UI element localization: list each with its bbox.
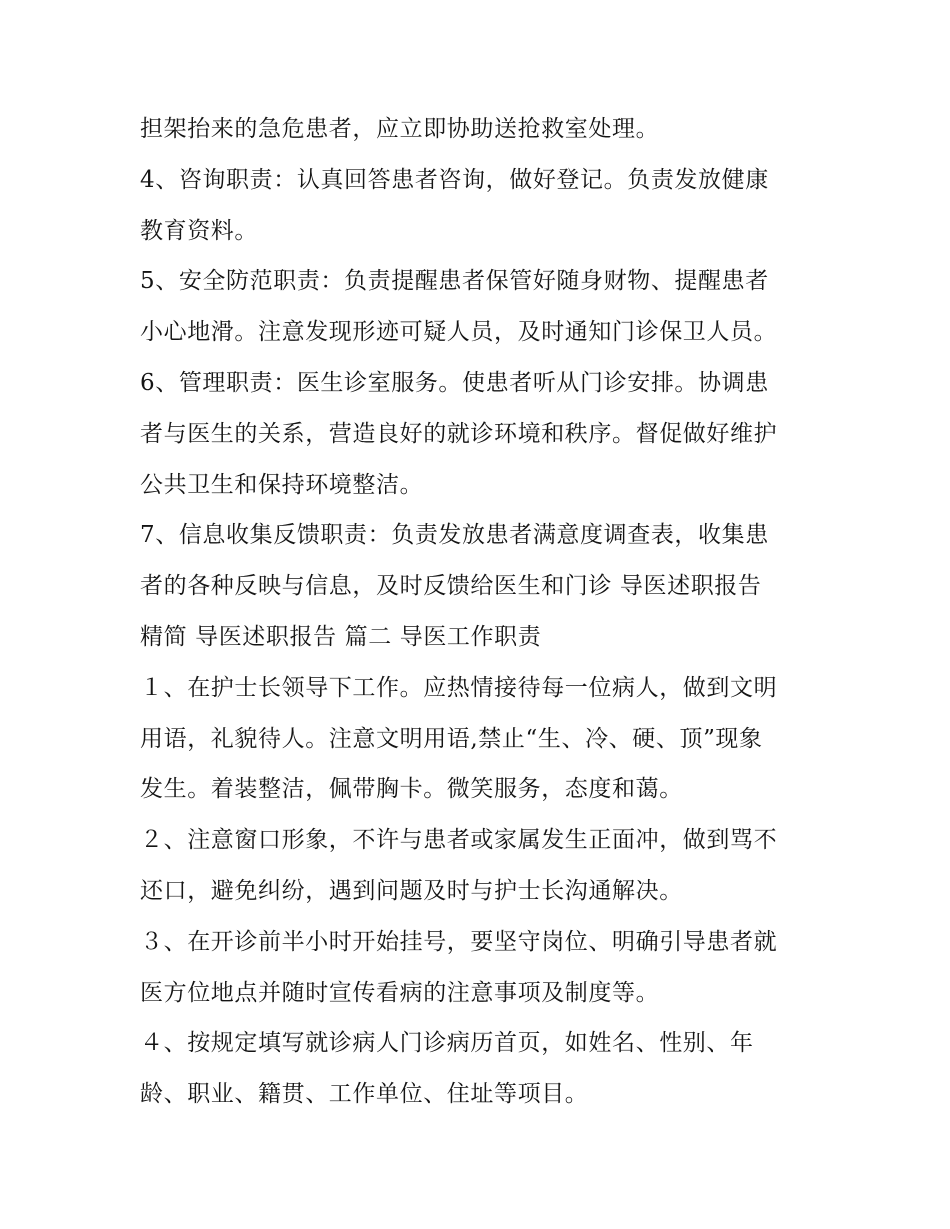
text-line: 还口，避免纠纷，遇到问题及时与护士长沟通解决。 — [140, 877, 683, 904]
text-line: ２、注意窗口形象，不许与患者或家属发生正面冲，做到骂不 — [140, 827, 778, 854]
text-line: 发生。着装整洁，佩带胸卡。微笑服务，态度和蔼。 — [140, 776, 683, 803]
text-line: 担架抬来的急危患者，应立即协助送抢救室处理。 — [140, 116, 660, 142]
text-line: 医方位地点并随时宣传看病的注意事项及制度等。 — [140, 979, 660, 1006]
text-line: ４、按规定填写就诊病人门诊病历首页，如姓名、性别、年 — [140, 1030, 754, 1057]
text-line: 教育资料。 — [140, 217, 258, 244]
text-line: 6、管理职责：医生诊室服务。使患者听从门诊安排。协调患 — [140, 369, 769, 396]
text-line: 小心地滑。注意发现形迹可疑人员，及时通知门诊保卫人员。 — [140, 319, 778, 346]
document-body — [140, 104, 830, 1120]
text-line: 精简 导医述职报告 篇二 导医工作职责 — [140, 623, 542, 650]
text-line: 7、信息收集反馈职责：负责发放患者满意度调查表，收集患 — [140, 522, 769, 549]
text-line: 用语，礼貌待人。注意文明用语,禁止“生、冷、硬、顶”现象 — [140, 725, 763, 752]
text-line: ３、在开诊前半小时开始挂号，要坚守岗位、明确引导患者就 — [140, 928, 778, 955]
text-line: 公共卫生和保持环境整洁。 — [140, 471, 424, 498]
text-line: 龄、职业、籍贯、工作单位、住址等项目。 — [140, 1081, 589, 1108]
text-line: 者与医生的关系，营造良好的就诊环境和秩序。督促做好维护 — [140, 420, 778, 447]
text-line: 5、安全防范职责：负责提醒患者保管好随身财物、提醒患者 — [140, 268, 769, 295]
text-line: １、在护士长领导下工作。应热情接待每一位病人，做到文明 — [140, 674, 778, 701]
text-line: 4、咨询职责：认真回答患者咨询，做好登记。负责发放健康 — [140, 166, 769, 193]
text-line: 者的各种反映与信息，及时反馈给医生和门诊 导医述职报告 — [140, 573, 762, 600]
